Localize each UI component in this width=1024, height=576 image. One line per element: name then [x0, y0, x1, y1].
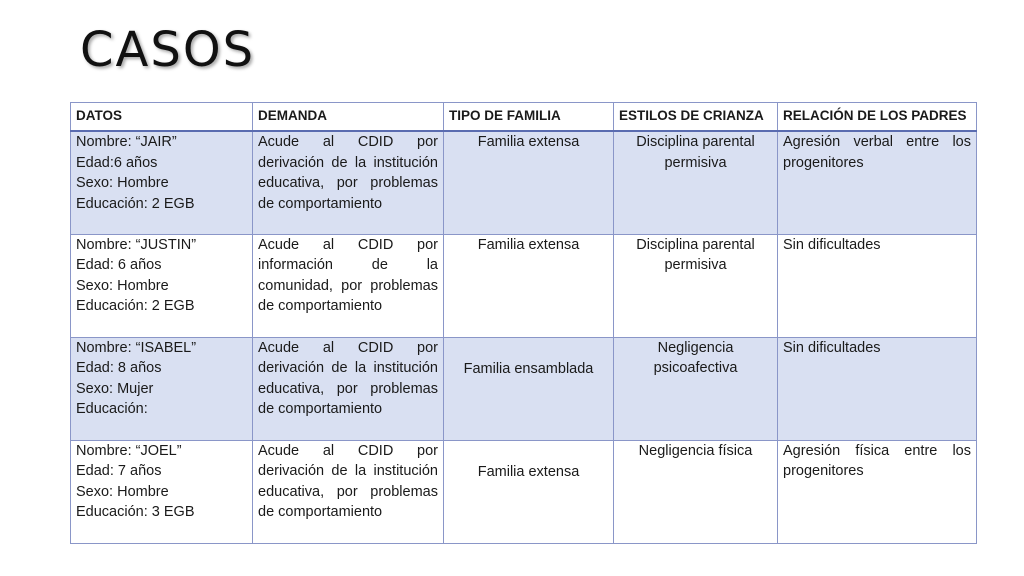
cell-demanda: Acude al CDID por derivación de la institución educativa, por problemas de comportamiento	[253, 337, 444, 440]
cell-tipo-familia: Familia extensa	[444, 234, 614, 337]
datos-educacion: Educación:	[76, 401, 148, 418]
cell-relacion-padres: Sin dificultades	[778, 337, 977, 440]
table-row	[71, 337, 977, 440]
cell-demanda: Acude al CDID por información de la comunidad, por problemas de comportamiento	[253, 234, 444, 337]
cases-table	[70, 102, 977, 544]
datos-nombre: Nombre: “ISABEL”	[76, 339, 197, 356]
datos-educacion: Educación: 3 EGB	[76, 504, 195, 521]
header-estilos-crianza: ESTILOS DE CRIANZA	[614, 103, 778, 132]
datos-edad: Edad: 7 años	[76, 463, 162, 480]
datos-educacion: Educación: 2 EGB	[76, 195, 195, 212]
cell-tipo-familia: Familia extensa	[444, 440, 614, 543]
cell-datos	[71, 440, 253, 543]
header-tipo-familia: TIPO DE FAMILIA	[444, 103, 614, 132]
table-header-row	[71, 103, 977, 132]
datos-sexo: Sexo: Hombre	[76, 175, 169, 192]
cell-relacion-padres: Sin dificultades	[778, 234, 977, 337]
cell-relacion-padres: Agresión física entre los progenitores	[778, 440, 977, 543]
datos-edad: Edad: 6 años	[76, 257, 162, 274]
datos-sexo: Sexo: Hombre	[76, 483, 169, 500]
datos-edad: Edad:6 años	[76, 154, 158, 171]
cell-demanda: Acude al CDID por derivación de la institución educativa, por problemas de comportamiento	[253, 440, 444, 543]
table-row	[71, 234, 977, 337]
cell-datos	[71, 234, 253, 337]
datos-sexo: Sexo: Hombre	[76, 277, 169, 294]
cell-datos	[71, 337, 253, 440]
header-demanda: DEMANDA	[253, 103, 444, 132]
table-row	[71, 131, 977, 234]
page-title: CASOS	[80, 22, 256, 78]
cell-demanda: Acude al CDID por derivación de la institución educativa, por problemas de comportamiento	[253, 131, 444, 234]
datos-edad: Edad: 8 años	[76, 360, 162, 377]
datos-nombre: Nombre: “JAIR”	[76, 134, 177, 150]
cell-datos	[71, 131, 253, 234]
header-relacion-padres: RELACIÓN DE LOS PADRES	[778, 103, 977, 132]
cell-relacion-padres: Agresión verbal entre los progenitores	[778, 131, 977, 234]
header-datos: DATOS	[71, 103, 253, 132]
table-row	[71, 440, 977, 543]
cell-tipo-familia: Familia extensa	[444, 131, 614, 234]
datos-educacion: Educación: 2 EGB	[76, 298, 195, 315]
cell-estilos-crianza: Negligencia psicoafectiva	[614, 337, 778, 440]
cell-estilos-crianza: Negligencia física	[614, 440, 778, 543]
cell-estilos-crianza: Disciplina parental permisiva	[614, 234, 778, 337]
datos-nombre: Nombre: “JUSTIN”	[76, 236, 197, 253]
cell-estilos-crianza: Disciplina parental permisiva	[614, 131, 778, 234]
datos-nombre: Nombre: “JOEL”	[76, 442, 182, 459]
datos-sexo: Sexo: Mujer	[76, 380, 154, 397]
cell-tipo-familia: Familia ensamblada	[444, 337, 614, 440]
